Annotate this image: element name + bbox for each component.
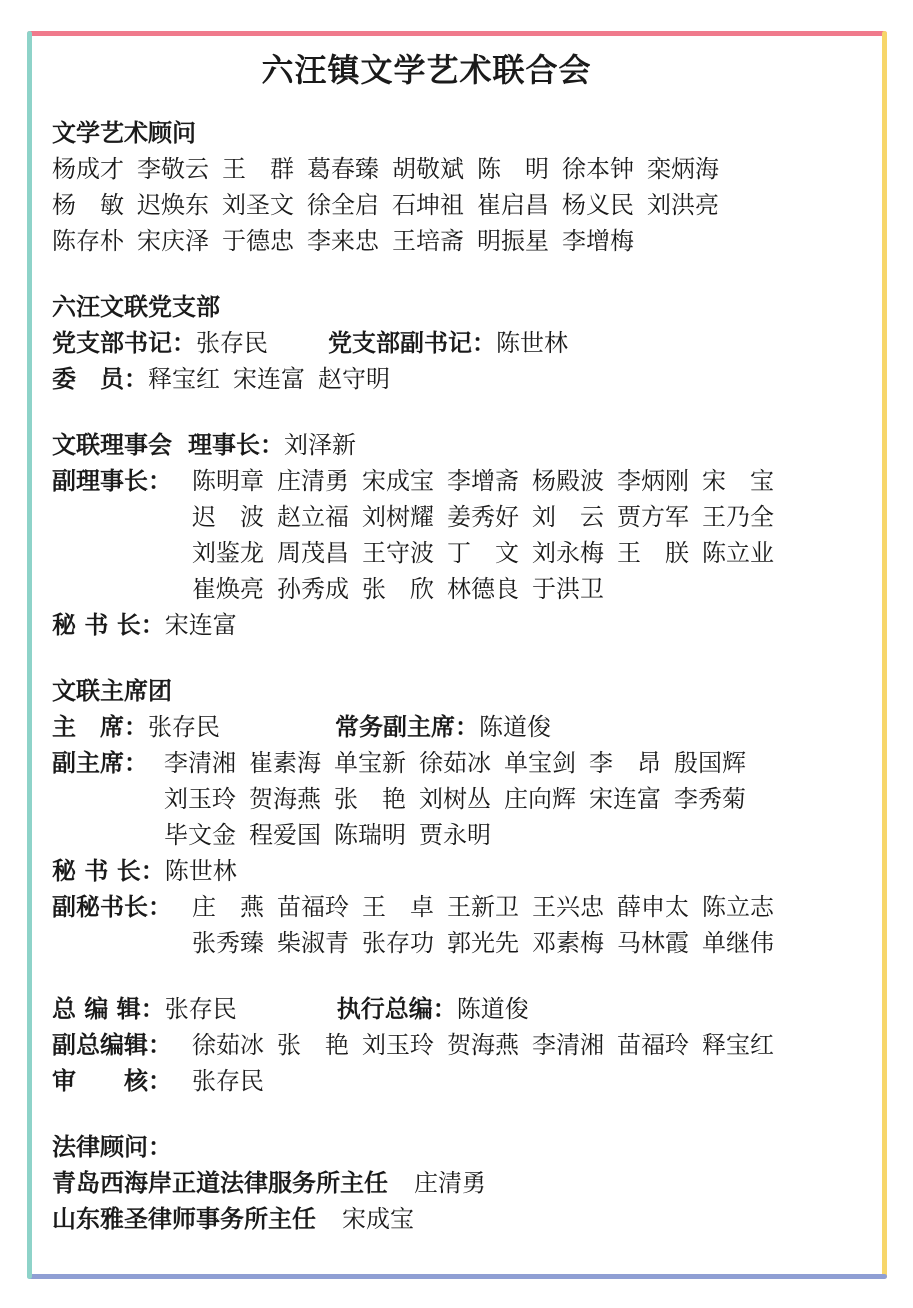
person-name: 苗福玲 — [277, 893, 349, 921]
person-name: 刘玉玲 — [164, 785, 236, 813]
person-name: 张存功 — [362, 929, 434, 957]
person-name: 张 艳 — [334, 785, 406, 813]
party-branch-heading: 六汪文联党支部 — [52, 292, 220, 321]
editorial-review-name: 张存民 — [192, 1067, 264, 1095]
editorial-review-label: 审 核： — [52, 1066, 172, 1095]
person-name: 刘树丛 — [419, 785, 491, 813]
legal-section — [52, 1129, 867, 1237]
person-name: 宋连富 — [233, 365, 305, 393]
name-list — [148, 361, 390, 397]
presidium-secgen-label: 秘 书 长： — [52, 856, 165, 885]
legal-name: 宋成宝 — [342, 1205, 414, 1233]
person-name: 毕文金 — [164, 821, 236, 849]
name-list — [192, 889, 774, 925]
editorial-review-line — [52, 1063, 867, 1099]
person-name: 单继伟 — [702, 929, 774, 957]
frame-bottom-border — [27, 1274, 887, 1279]
person-name: 迟焕东 — [137, 191, 209, 219]
person-name: 王兴忠 — [532, 893, 604, 921]
council-vice-names — [192, 463, 774, 607]
person-name: 宋 宝 — [702, 467, 774, 495]
person-name: 薛申太 — [617, 893, 689, 921]
council-heading: 文联理事会 — [52, 430, 172, 459]
person-name: 李敬云 — [137, 155, 209, 183]
person-name: 郭光先 — [447, 929, 519, 957]
legal-org: 青岛西海岸正道法律服务所主任 — [52, 1168, 388, 1197]
presidium-chair-label: 主 席： — [52, 712, 148, 741]
name-list — [164, 817, 746, 853]
council-section — [52, 427, 867, 643]
person-name: 贾方军 — [617, 503, 689, 531]
person-name: 殷国辉 — [674, 749, 746, 777]
person-name: 贺海燕 — [249, 785, 321, 813]
council-heading-line — [52, 427, 867, 463]
person-name: 崔启昌 — [477, 191, 549, 219]
person-name: 明振星 — [477, 227, 549, 255]
deputy-secgen-line — [52, 889, 867, 961]
person-name: 李增斋 — [447, 467, 519, 495]
person-name: 于德忠 — [222, 227, 294, 255]
presidium-secgen-name: 陈世林 — [164, 857, 237, 885]
presidium-vice-line — [52, 745, 867, 853]
person-name: 崔焕亮 — [192, 575, 264, 603]
person-name: 庄清勇 — [277, 467, 349, 495]
person-name: 赵守明 — [318, 365, 390, 393]
name-list — [164, 781, 746, 817]
page-title: 六汪镇文学艺术联合会 — [261, 51, 592, 89]
person-name: 张 艳 — [277, 1031, 349, 1059]
legal-item — [52, 1165, 867, 1201]
person-name: 周茂昌 — [277, 539, 349, 567]
person-name: 苗福玲 — [617, 1031, 689, 1059]
council-secgen-line — [52, 607, 867, 643]
person-name: 徐茹冰 — [419, 749, 491, 777]
person-name: 陈立业 — [702, 539, 774, 567]
person-name: 释宝红 — [148, 365, 220, 393]
person-name: 姜秀好 — [447, 503, 519, 531]
presidium-exec-label: 常务副主席： — [335, 712, 479, 741]
advisors-section — [52, 115, 867, 259]
council-vice-label: 副理事长： — [52, 466, 172, 495]
person-name: 王 群 — [222, 155, 294, 183]
name-list — [192, 499, 774, 535]
presidium-chair-line — [52, 709, 867, 745]
deputy-secgen-names — [192, 889, 774, 961]
person-name: 邓素梅 — [532, 929, 604, 957]
person-name: 刘树耀 — [362, 503, 434, 531]
person-name: 刘洪亮 — [647, 191, 719, 219]
person-name: 宋成宝 — [362, 467, 434, 495]
name-list — [192, 925, 774, 961]
editorial-chief-name: 张存民 — [164, 995, 237, 1023]
person-name: 崔素海 — [249, 749, 321, 777]
presidium-exec-name: 陈道俊 — [479, 713, 551, 741]
person-name: 徐本钟 — [562, 155, 634, 183]
person-name: 庄 燕 — [192, 893, 264, 921]
person-name: 贺海燕 — [447, 1031, 519, 1059]
person-name: 庄向辉 — [504, 785, 576, 813]
frame-left-border — [27, 31, 32, 1279]
council-secgen-name: 宋连富 — [164, 611, 237, 639]
presidium-chair-name: 张存民 — [148, 713, 220, 741]
person-name: 单宝新 — [334, 749, 406, 777]
person-name: 宋庆泽 — [137, 227, 209, 255]
editorial-chief-line — [52, 991, 867, 1027]
council-vice-line — [52, 463, 867, 607]
person-name: 赵立福 — [277, 503, 349, 531]
person-name: 刘 云 — [532, 503, 604, 531]
name-list — [164, 745, 746, 781]
person-name: 杨 敏 — [52, 191, 124, 219]
party-secretary-label: 党支部书记： — [52, 328, 196, 357]
person-name: 陈明章 — [192, 467, 264, 495]
name-list — [192, 571, 774, 607]
editorial-section — [52, 991, 867, 1099]
person-name: 石坤祖 — [392, 191, 464, 219]
person-name: 宋连富 — [589, 785, 661, 813]
person-name: 孙秀成 — [277, 575, 349, 603]
person-name: 杨义民 — [562, 191, 634, 219]
frame-right-border — [882, 31, 887, 1279]
legal-name: 庄清勇 — [414, 1169, 486, 1197]
party-branch-section — [52, 289, 867, 397]
person-name: 刘永梅 — [532, 539, 604, 567]
person-name: 王新卫 — [447, 893, 519, 921]
editorial-exec-label: 执行总编： — [336, 994, 457, 1023]
party-deputy-label: 党支部副书记： — [328, 328, 496, 357]
editorial-deputy-line — [52, 1027, 867, 1063]
legal-item — [52, 1201, 867, 1237]
person-name: 单宝剑 — [504, 749, 576, 777]
person-name: 迟 波 — [192, 503, 264, 531]
editorial-exec-name: 陈道俊 — [456, 995, 529, 1023]
person-name: 李炳刚 — [617, 467, 689, 495]
council-chair-label: 理事长： — [188, 430, 284, 459]
person-name: 陈 明 — [477, 155, 549, 183]
frame-top-border — [27, 31, 887, 36]
legal-org: 山东雅圣律师事务所主任 — [52, 1204, 316, 1233]
person-name: 林德良 — [447, 575, 519, 603]
person-name: 陈立志 — [702, 893, 774, 921]
person-name: 王培斋 — [392, 227, 464, 255]
party-deputy-name: 陈世林 — [496, 329, 568, 357]
person-name: 杨成才 — [52, 155, 124, 183]
person-name: 于洪卫 — [532, 575, 604, 603]
council-chair-name: 刘泽新 — [284, 431, 356, 459]
person-name: 栾炳海 — [647, 155, 719, 183]
presidium-heading: 文联主席团 — [52, 676, 172, 705]
person-name: 刘鉴龙 — [192, 539, 264, 567]
editorial-deputy-label: 副总编辑： — [52, 1030, 172, 1059]
advisors-row — [52, 151, 867, 187]
legal-heading: 法律顾问： — [52, 1132, 172, 1161]
person-name: 王守波 — [362, 539, 434, 567]
presidium-secgen-line — [52, 853, 867, 889]
person-name: 王 卓 — [362, 893, 434, 921]
person-name: 李增梅 — [562, 227, 634, 255]
person-name: 李 昂 — [589, 749, 661, 777]
name-list — [192, 1027, 774, 1063]
party-secretary-line — [52, 325, 867, 361]
document-body — [52, 115, 867, 1267]
person-name: 杨殿波 — [532, 467, 604, 495]
person-name: 李秀菊 — [674, 785, 746, 813]
presidium-section — [52, 673, 867, 961]
editorial-chief-label: 总 编 辑： — [52, 994, 165, 1023]
deputy-secgen-label: 副秘书长： — [52, 892, 172, 921]
person-name: 释宝红 — [702, 1031, 774, 1059]
person-name: 陈存朴 — [52, 227, 124, 255]
person-name: 徐全启 — [307, 191, 379, 219]
party-secretary-name: 张存民 — [196, 329, 268, 357]
person-name: 徐茹冰 — [192, 1031, 264, 1059]
presidium-vice-names — [164, 745, 746, 853]
person-name: 葛春臻 — [307, 155, 379, 183]
person-name: 陈瑞明 — [334, 821, 406, 849]
presidium-vice-label: 副主席： — [52, 748, 148, 777]
person-name: 丁 文 — [447, 539, 519, 567]
person-name: 柴淑青 — [277, 929, 349, 957]
person-name: 李清湘 — [532, 1031, 604, 1059]
party-members-label: 委 员： — [52, 364, 148, 393]
person-name: 张秀臻 — [192, 929, 264, 957]
person-name: 程爱国 — [249, 821, 321, 849]
party-members-line — [52, 361, 867, 397]
person-name: 马林霞 — [617, 929, 689, 957]
person-name: 李清湘 — [164, 749, 236, 777]
person-name: 王乃全 — [702, 503, 774, 531]
name-list — [52, 223, 634, 259]
person-name: 刘玉玲 — [362, 1031, 434, 1059]
advisors-row — [52, 223, 867, 259]
person-name: 张 欣 — [362, 575, 434, 603]
advisors-row — [52, 187, 867, 223]
person-name: 李来忠 — [307, 227, 379, 255]
person-name: 胡敬斌 — [392, 155, 464, 183]
person-name: 王 朕 — [617, 539, 689, 567]
advisors-heading: 文学艺术顾问 — [52, 118, 196, 147]
name-list — [192, 535, 774, 571]
council-secgen-label: 秘 书 长： — [52, 610, 165, 639]
person-name: 刘圣文 — [222, 191, 294, 219]
person-name: 贾永明 — [419, 821, 491, 849]
name-list — [52, 151, 719, 187]
name-list — [52, 187, 719, 223]
name-list — [192, 463, 774, 499]
